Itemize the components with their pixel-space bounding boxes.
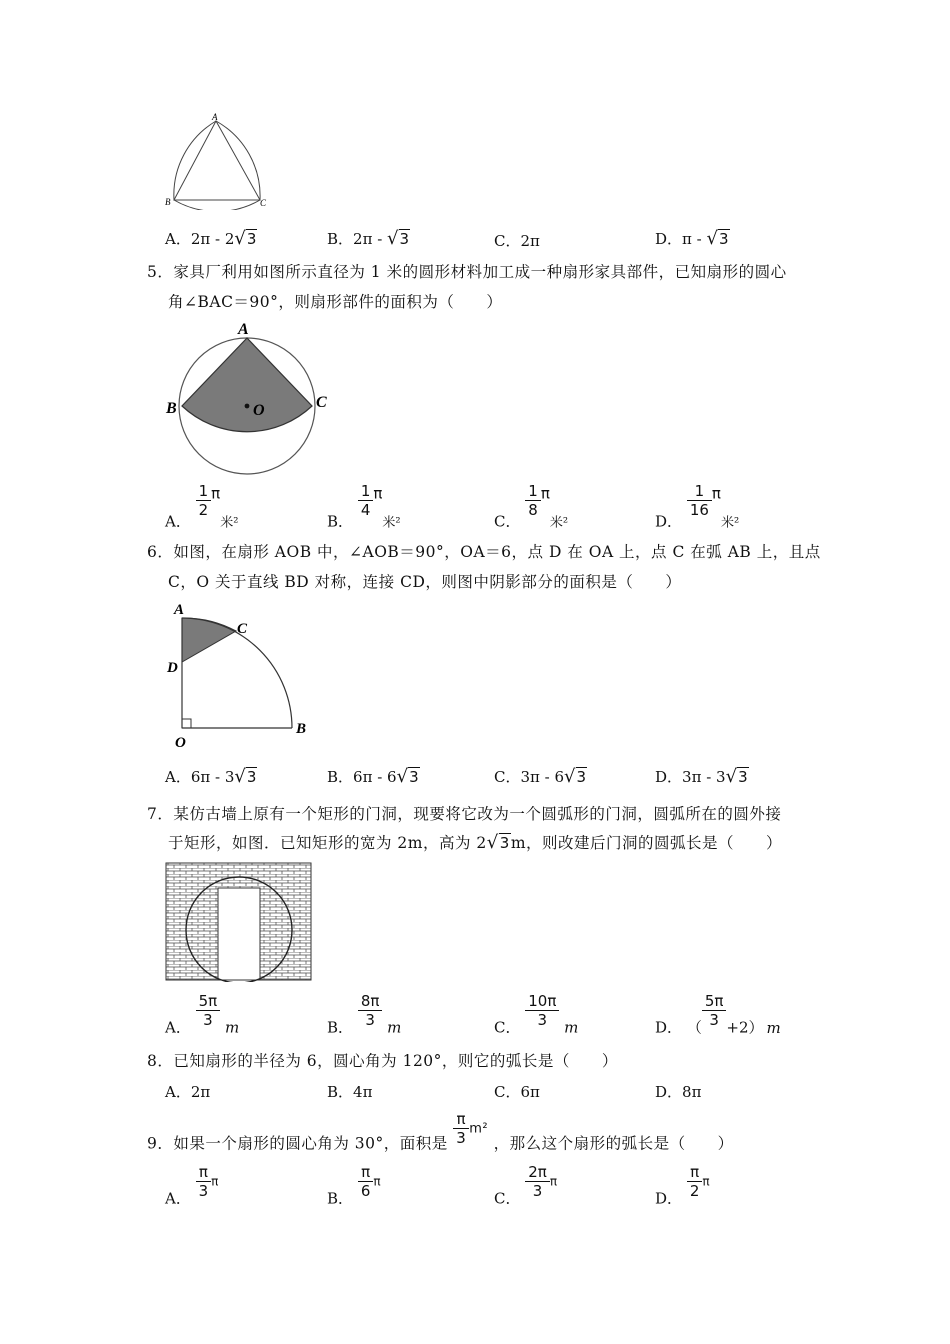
fraction: $\frac{2\pi}{3}$ bbox=[525, 1163, 550, 1200]
q5-option-b[interactable]: B． $\frac{1}{4}$ π米² bbox=[327, 482, 401, 531]
q4-figure bbox=[160, 110, 280, 210]
q5-figure bbox=[160, 318, 340, 478]
q7-option-b[interactable]: B． $\frac{8\pi}{3}$ m bbox=[327, 992, 402, 1037]
fraction: $\frac{1}{4}$ bbox=[358, 482, 374, 519]
q5-option-c[interactable]: C． $\frac{1}{8}$ π米² bbox=[494, 482, 569, 531]
q9-option-a[interactable]: A． $\frac{\pi}{3}$ π bbox=[165, 1163, 219, 1208]
q8-text: 8．已知扇形的半径为 6，圆心角为 120°，则它的弧长是（ ） bbox=[147, 1052, 618, 1070]
fraction: $\frac{\pi}{3}$ bbox=[196, 1163, 212, 1200]
fraction: $\frac{5\pi}{3}$ bbox=[702, 992, 727, 1029]
q8-option-a[interactable]: A．2π bbox=[165, 1083, 211, 1101]
q5-label-B: B bbox=[166, 400, 177, 417]
q6-label-O: O bbox=[175, 735, 186, 751]
fraction: $\frac{1}{2}$ bbox=[196, 482, 212, 519]
q7-figure bbox=[165, 862, 315, 982]
q6-option-a[interactable]: A．6π - 3√3 bbox=[165, 766, 257, 787]
q6-label-C: C bbox=[237, 621, 248, 637]
q5-label-C: C bbox=[316, 394, 327, 411]
q9-text: 9．如果一个扇形的圆心角为 30°，面积是 $\frac{\pi}{3}$ m² ，那么这个扇形的弧长是（ ） bbox=[147, 1110, 734, 1153]
q8-option-b[interactable]: B．4π bbox=[327, 1083, 373, 1101]
sqrt-symbol: √3 bbox=[564, 766, 587, 787]
q9-option-b[interactable]: B． $\frac{\pi}{6}$ π bbox=[327, 1163, 381, 1208]
q4-option-d[interactable]: D．π - √3 bbox=[655, 228, 729, 249]
q7-option-d[interactable]: D． （ $\frac{5\pi}{3}$ +2） m bbox=[655, 992, 781, 1037]
fraction: $\frac{\pi}{2}$ bbox=[687, 1163, 703, 1200]
sqrt-symbol: √3 bbox=[234, 766, 257, 787]
q6-option-d[interactable]: D．3π - 3√3 bbox=[655, 766, 748, 787]
sqrt-symbol: √3 bbox=[725, 766, 748, 787]
q6-text-line1: 6．如图，在扇形 AOB 中，∠AOB＝90°，OA＝6，点 D 在 OA 上，点 C 在弧 AB 上，且点 bbox=[147, 543, 821, 561]
fraction: $\frac{10\pi}{3}$ bbox=[525, 992, 559, 1029]
q6-option-c[interactable]: C．3π - 6√3 bbox=[494, 766, 587, 787]
fraction: $\frac{8\pi}{3}$ bbox=[358, 992, 383, 1029]
sqrt-symbol: √3 bbox=[486, 832, 510, 853]
q6-label-A: A bbox=[174, 602, 185, 618]
q6-option-b[interactable]: B．6π - 6√3 bbox=[327, 766, 419, 787]
q4-option-c[interactable]: C．2π bbox=[494, 232, 540, 250]
q4-label-B: B bbox=[165, 197, 171, 207]
q6-label-B: B bbox=[296, 721, 307, 737]
q7-text-line2: 于矩形，如图．已知矩形的宽为 2m，高为 2√3m，则改建后门洞的圆弧长是（ ） bbox=[168, 832, 783, 853]
q7-option-a[interactable]: A． $\frac{5\pi}{3}$ m bbox=[165, 992, 240, 1037]
q5-label-O: O bbox=[253, 402, 265, 419]
fraction: $\frac{\pi}{6}$ bbox=[358, 1163, 374, 1200]
q5-label-A: A bbox=[238, 321, 249, 338]
q6-label-D: D bbox=[167, 660, 178, 676]
q5-text-line2: 角∠BAC＝90°，则扇形部件的面积为（ ） bbox=[168, 293, 503, 311]
q8-option-c[interactable]: C．6π bbox=[494, 1083, 540, 1101]
q4-option-b[interactable]: B．2π - √3 bbox=[327, 228, 410, 249]
sqrt-symbol: √3 bbox=[396, 766, 419, 787]
q5-text-line1: 5．家具厂利用如图所示直径为 1 米的圆形材料加工成一种扇形家具部件，已知扇形的圆心 bbox=[147, 263, 787, 281]
q4-label-C: C bbox=[260, 198, 267, 208]
q7-option-c[interactable]: C． $\frac{10\pi}{3}$ m bbox=[494, 992, 579, 1037]
q6-text-line2: C，O 关于直线 BD 对称，连接 CD，则图中阴影部分的面积是（ ） bbox=[168, 573, 682, 591]
q4-option-a[interactable]: A．2π - 2√3 bbox=[165, 228, 257, 249]
sqrt-symbol: √3 bbox=[706, 228, 729, 249]
q9-option-c[interactable]: C． $\frac{2\pi}{3}$ π bbox=[494, 1163, 558, 1208]
sqrt-symbol: √3 bbox=[234, 228, 257, 249]
fraction: $\frac{1}{8}$ bbox=[525, 482, 541, 519]
fraction: $\frac{\pi}{3}$ bbox=[453, 1110, 469, 1147]
q4-label-A: A bbox=[212, 112, 218, 122]
q5-option-a[interactable]: A． $\frac{1}{2}$ π米² bbox=[165, 482, 239, 531]
q7-text-line1: 7．某仿古墙上原有一个矩形的门洞，现要将它改为一个圆弧形的门洞，圆弧所在的圆外接 bbox=[147, 805, 782, 823]
sqrt-symbol: √3 bbox=[387, 228, 410, 249]
q9-option-d[interactable]: D． $\frac{\pi}{2}$ π bbox=[655, 1163, 710, 1208]
q6-figure bbox=[165, 598, 325, 753]
q5-option-d[interactable]: D． $\frac{1}{16}$ π米² bbox=[655, 482, 740, 531]
fraction: $\frac{5\pi}{3}$ bbox=[196, 992, 221, 1029]
q8-option-d[interactable]: D．8π bbox=[655, 1083, 702, 1101]
fraction: $\frac{1}{16}$ bbox=[687, 482, 712, 519]
